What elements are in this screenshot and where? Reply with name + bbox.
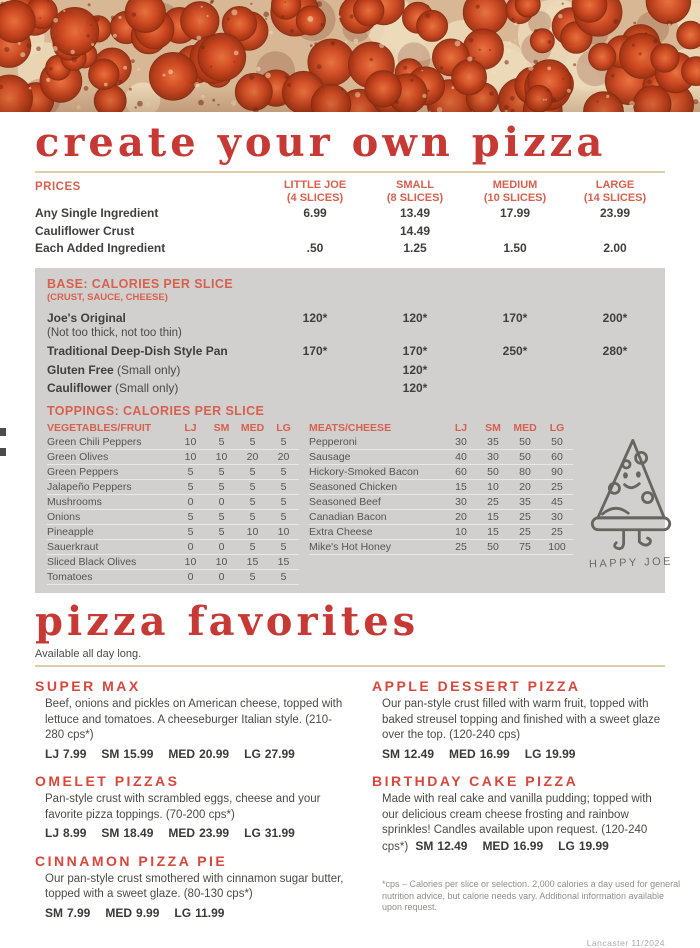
menu-item-description: Made with real cake and vanilla pudding; topped with our delicious cream cheese frosting and rainbow sprinkles! Candles available upon request. (120-240 cps*) [382,793,652,853]
topping-calorie-value: 50 [509,451,541,464]
topping-calorie-value: 60 [541,451,573,464]
topping-name: Green Chili Peppers [47,436,175,449]
topping-calorie-value: 90 [541,466,573,479]
size-price-pair: SM 7.99 [45,906,90,920]
size-price-pair: SM 12.49 [415,839,467,853]
size-abbrev-header: MED [237,421,268,436]
topping-calorie-value: 5 [268,466,299,479]
favorites-right-column [372,667,665,948]
menu-item-name: SUPER MAX [35,678,350,694]
topping-calorie-value: 40 [445,451,477,464]
calorie-value [265,362,365,379]
topping-calorie-value: 60 [445,466,477,479]
topping-calorie-value: 0 [175,571,206,584]
menu-item [35,678,350,762]
size-price-pair: MED 16.99 [449,747,510,761]
size-price-pair: SM 15.99 [101,747,153,761]
size-price-pair: SM 12.49 [382,747,434,761]
vegetables-fruit-table [47,421,299,586]
topping-row [47,525,299,540]
topping-calorie-value: 10 [175,556,206,569]
toppings-tables [47,421,653,586]
menu-item-name: BIRTHDAY CAKE PIZZA [372,773,665,789]
size-price-pair: LG 11.99 [174,906,224,920]
create-your-own-pizza-title: create your own pizza [35,123,665,163]
print-artifact-mark [0,428,6,436]
topping-calorie-value: 0 [206,571,237,584]
topping-name: Pepperoni [309,436,445,449]
favorites-left-column [35,667,350,921]
size-column-header [565,179,665,205]
price-value: 17.99 [465,205,565,223]
size-name: LITTLE JOE [265,179,365,192]
topping-calorie-value: 20 [445,511,477,524]
topping-name: Jalapeño Peppers [47,481,175,494]
size-slices: (14 SLICES) [565,192,665,205]
topping-name: Sauerkraut [47,541,175,554]
size-price-pair: MED 16.99 [482,839,543,853]
topping-calorie-value: 15 [268,556,299,569]
base-calories-title: BASE: CALORIES PER SLICE [47,277,653,291]
divider-line [35,171,665,173]
topping-calorie-value: 10 [268,526,299,539]
base-row-inline-note: (Small only) [115,381,178,395]
topping-calorie-value: 100 [541,541,573,554]
calorie-value: 120* [365,362,465,379]
price-value: .50 [265,240,365,258]
calorie-value: 120* [365,310,465,342]
menu-item-name: APPLE DESSERT PIZZA [372,678,665,694]
topping-row [47,540,299,555]
base-calorie-row [47,343,653,360]
topping-calorie-value: 25 [509,511,541,524]
topping-calorie-value: 10 [237,526,268,539]
topping-calorie-value: 15 [237,556,268,569]
topping-calorie-value: 20 [268,451,299,464]
base-row-label: Joe's Original (Not too thick, not too thin) [47,310,265,342]
size-price-pair: LG 27.99 [244,747,295,761]
topping-name: Sliced Black Olives [47,556,175,569]
menu-item-body [45,872,350,922]
favorites-columns [35,667,665,948]
price-value [265,223,365,241]
photo-shadow [0,86,700,112]
base-calorie-row [47,362,653,379]
price-row [35,240,665,258]
price-value: 6.99 [265,205,365,223]
menu-item [35,853,350,922]
base-row-label: Cauliflower (Small only) [47,380,265,397]
topping-calorie-value: 5 [237,436,268,449]
calorie-value [265,380,365,397]
size-slices: (4 SLICES) [265,192,365,205]
menu-item-prices [45,826,350,842]
price-value [465,223,565,241]
topping-name: Mike's Hot Honey [309,541,445,554]
menu-item-name: OMELET PIZZAS [35,773,350,789]
base-row-inline-note: (Small only) [117,363,180,377]
price-value: 23.99 [565,205,665,223]
topping-calorie-value: 5 [206,481,237,494]
veg-table-header [47,421,299,436]
topping-calorie-value: 5 [237,571,268,584]
size-name: LARGE [565,179,665,192]
calorie-value: 170* [265,343,365,360]
size-abbrev-header: SM [206,421,237,436]
size-column-header [465,179,565,205]
topping-name: Hickory-Smoked Bacon [309,466,445,479]
topping-calorie-value: 5 [268,571,299,584]
calorie-value [565,380,665,397]
price-value [565,223,665,241]
topping-name: Seasoned Beef [309,496,445,509]
size-column-header [365,179,465,205]
topping-row [47,495,299,510]
prices-table-header [35,179,665,205]
topping-row [309,540,573,555]
calorie-value: 170* [465,310,565,342]
edition-stamp: Lancaster 11/2024 [372,938,665,948]
size-abbrev-header: LJ [175,421,206,436]
topping-calorie-value: 5 [206,466,237,479]
topping-calorie-value: 0 [175,541,206,554]
size-price-pair: SM 18.49 [101,826,153,840]
topping-calorie-value: 15 [445,481,477,494]
topping-calorie-value: 5 [175,481,206,494]
topping-row [309,495,573,510]
topping-calorie-value: 30 [445,496,477,509]
calorie-value [565,362,665,379]
price-value: 2.00 [565,240,665,258]
topping-calorie-value: 20 [509,481,541,494]
calorie-value: 280* [565,343,665,360]
topping-calorie-value: 5 [206,526,237,539]
topping-calorie-value: 35 [509,496,541,509]
price-value: 1.50 [465,240,565,258]
topping-row [47,436,299,451]
calorie-value: 200* [565,310,665,342]
menu-item-description: Beef, onions and pickles on American cheese, topped with lettuce and tomatoes. A cheeseburger Italian style. (210-280 cps*) [45,698,342,741]
topping-calorie-value: 0 [206,541,237,554]
size-column-header [265,179,365,205]
topping-row [309,465,573,480]
topping-calorie-value: 5 [175,511,206,524]
topping-calorie-value: 50 [541,436,573,449]
base-calories-subtitle: (CRUST, SAUCE, CHEESE) [47,292,653,303]
topping-calorie-value: 5 [268,481,299,494]
topping-calorie-value: 50 [477,541,509,554]
menu-item-body [382,792,665,855]
calorie-value: 120* [265,310,365,342]
calories-panel [35,268,665,594]
topping-calorie-value: 5 [268,436,299,449]
topping-name: Canadian Bacon [309,511,445,524]
topping-calorie-value: 5 [206,511,237,524]
calorie-value: 250* [465,343,565,360]
topping-calorie-value: 5 [206,436,237,449]
topping-calorie-value: 30 [541,511,573,524]
menu-item-prices [415,839,623,853]
topping-row [47,450,299,465]
topping-calorie-value: 35 [477,436,509,449]
prices-header-label: PRICES [35,179,265,205]
topping-calorie-value: 75 [509,541,541,554]
size-price-pair: LJ 7.99 [45,747,86,761]
topping-name: Extra Cheese [309,526,445,539]
topping-calorie-value: 10 [175,436,206,449]
menu-item-prices [45,747,350,763]
topping-row [47,555,299,570]
topping-name: Sausage [309,451,445,464]
meat-header-label: MEATS/CHEESE [309,421,445,436]
calorie-value: 170* [365,343,465,360]
topping-calorie-value: 10 [206,451,237,464]
topping-name: Mushrooms [47,496,175,509]
topping-calorie-value: 15 [477,511,509,524]
topping-row [47,510,299,525]
size-price-pair: LG 31.99 [244,826,295,840]
meat-table-header [309,421,573,436]
veg-header-label: VEGETABLES/FRUIT [47,421,175,436]
topping-row [309,510,573,525]
topping-calorie-value: 5 [175,526,206,539]
base-calorie-row [47,380,653,397]
topping-row [309,525,573,540]
size-name: SMALL [365,179,465,192]
menu-item-description: Our pan-style crust smothered with cinnamon sugar butter, topped with a sweet glaze. (80-130 cps*) [45,873,344,901]
price-value: 1.25 [365,240,465,258]
topping-name: Onions [47,511,175,524]
topping-calorie-value: 10 [477,481,509,494]
topping-calorie-value: 5 [268,496,299,509]
topping-row [47,570,299,585]
price-row [35,223,665,241]
price-row [35,205,665,223]
price-row-label: Any Single Ingredient [35,205,265,223]
topping-calorie-value: 50 [477,466,509,479]
toppings-calories-title: TOPPINGS: CALORIES PER SLICE [47,404,653,418]
pizza-favorites-title: pizza favorites [35,602,665,642]
topping-name: Pineapple [47,526,175,539]
size-abbrev-header: SM [477,421,509,436]
print-artifact-mark [0,448,6,456]
topping-calorie-value: 30 [477,451,509,464]
topping-calorie-value: 10 [175,451,206,464]
topping-row [47,465,299,480]
size-abbrev-header: LG [541,421,573,436]
size-price-pair: MED 23.99 [168,826,229,840]
menu-item [35,773,350,842]
pizza-slice-character-icon [583,433,679,551]
topping-calorie-value: 25 [445,541,477,554]
menu-item-body [45,697,350,762]
topping-name: Seasoned Chicken [309,481,445,494]
topping-calorie-value: 5 [268,541,299,554]
mascot-caption: HAPPY JOE [583,555,679,570]
topping-calorie-value: 50 [509,436,541,449]
size-name: MEDIUM [465,179,565,192]
base-row-label: Gluten Free (Small only) [47,362,265,379]
menu-item [372,678,665,762]
calorie-value [465,362,565,379]
menu-item-body [382,697,665,762]
topping-calorie-value: 0 [175,496,206,509]
menu-item-prices [382,747,665,763]
base-row-note: (Not too thick, not too thin) [47,326,265,341]
size-abbrev-header: LJ [445,421,477,436]
meats-cheese-table [309,421,573,586]
prices-table [35,179,665,258]
topping-calorie-value: 80 [509,466,541,479]
topping-row [309,450,573,465]
topping-calorie-value: 20 [237,451,268,464]
size-abbrev-header: MED [509,421,541,436]
menu-content [0,123,700,948]
menu-item-name: CINNAMON PIZZA PIE [35,853,350,869]
menu-item-prices [45,906,350,922]
topping-calorie-value: 25 [477,496,509,509]
topping-calorie-value: 25 [541,526,573,539]
size-slices: (10 SLICES) [465,192,565,205]
favorites-subtitle: Available all day long. [35,648,665,660]
topping-calorie-value: 5 [268,511,299,524]
size-price-pair: MED 20.99 [168,747,229,761]
menu-item-description: Pan-style crust with scrambled eggs, cheese and your favorite pizza toppings. (70-200 cps*) [45,793,321,821]
size-price-pair: LG 19.99 [558,839,609,853]
topping-calorie-value: 30 [445,436,477,449]
happy-joe-mascot [583,421,679,586]
topping-calorie-value: 45 [541,496,573,509]
topping-name: Green Peppers [47,466,175,479]
price-row-label: Each Added Ingredient [35,240,265,258]
topping-row [47,480,299,495]
price-row-label: Cauliflower Crust [35,223,265,241]
base-row-label: Traditional Deep-Dish Style Pan [47,343,265,360]
topping-calorie-value: 5 [237,496,268,509]
size-price-pair: LJ 8.99 [45,826,86,840]
price-value: 14.49 [365,223,465,241]
calorie-value: 120* [365,380,465,397]
base-calorie-row [47,310,653,342]
topping-calorie-value: 25 [541,481,573,494]
topping-calorie-value: 15 [477,526,509,539]
topping-calorie-value: 5 [237,481,268,494]
menu-item-body [45,792,350,842]
topping-row [309,480,573,495]
topping-calorie-value: 5 [237,511,268,524]
menu-item-description: Our pan-style crust filled with warm fruit, topped with baked streusel topping and finished with a sweet glaze over the top. (120-240 cps) [382,698,660,741]
size-price-pair: LG 19.99 [525,747,576,761]
pepperoni-pizza-photo [0,0,700,114]
topping-name: Green Olives [47,451,175,464]
topping-calorie-value: 0 [206,496,237,509]
menu-item [372,773,665,855]
topping-calorie-value: 5 [175,466,206,479]
size-abbrev-header: LG [268,421,299,436]
topping-calorie-value: 5 [237,541,268,554]
topping-calorie-value: 10 [206,556,237,569]
topping-row [309,436,573,451]
topping-calorie-value: 25 [509,526,541,539]
size-slices: (8 SLICES) [365,192,465,205]
topping-calorie-value: 5 [237,466,268,479]
price-value: 13.49 [365,205,465,223]
topping-name: Tomatoes [47,571,175,584]
topping-calorie-value: 10 [445,526,477,539]
calorie-value [465,380,565,397]
size-price-pair: MED 9.99 [105,906,159,920]
calorie-footnote: *cps – Calories per slice or selection. 2,000 calories a day used for general nutrition advice, but calorie needs vary. Additional information available upon request. [382,879,682,914]
